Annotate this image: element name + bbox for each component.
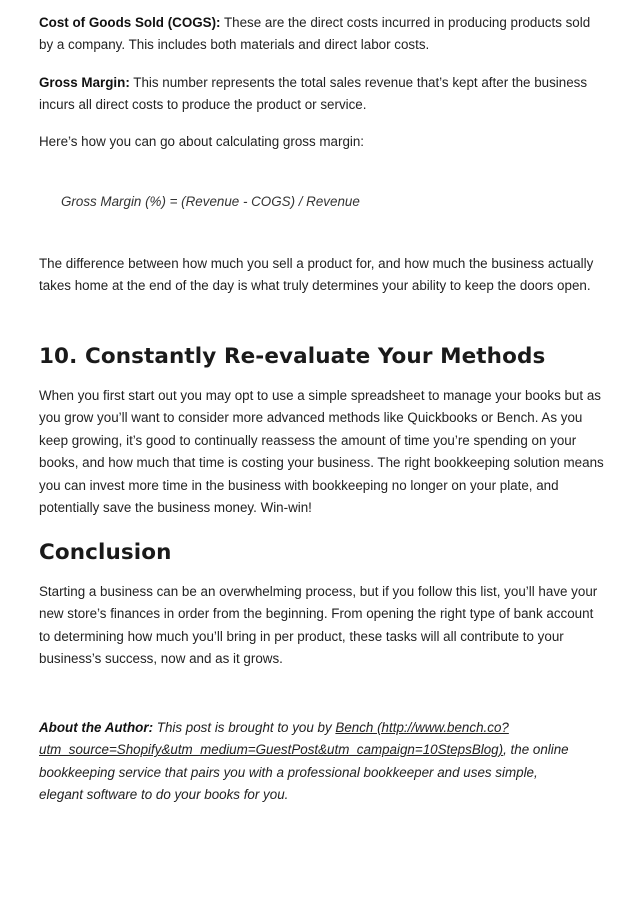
section-10-heading: 10. Constantly Re-evaluate Your Methods [39, 344, 546, 369]
cogs-text: These are the direct costs incurred in producing products sold by a company. This includes both materials and direct labor costs. [39, 15, 591, 53]
cogs-definition [39, 12, 605, 57]
gross-margin-formula: Gross Margin (%) = (Revenue - COGS) / Revenue [61, 194, 360, 209]
about-author-label: About the Author: [39, 720, 154, 735]
conclusion-body: Starting a business can be an overwhelming process, but if you follow this list, you’ll have your new store’s finances in order from the beginning. From opening the right type of bank account to determining how much you’ll bring in per product, these tasks will all contribute to your business’s success, now and as it grows. [39, 584, 598, 667]
bench-link[interactable]: Bench (http://www.bench.co?utm_source=Shopify&utm_medium=GuestPost&utm_campaign=10StepsBlog) [39, 720, 509, 758]
gross-margin-term: Gross Margin: [39, 75, 130, 90]
calc-intro: Here’s how you can go about calculating gross margin: [39, 134, 365, 149]
difference-paragraph: The difference between how much you sell a product for, and how much the business actually takes home at the end of the day is what truly determines your ability to keep the doors open. [39, 256, 594, 294]
about-author [39, 717, 584, 807]
section-10-body: When you first start out you may opt to use a simple spreadsheet to manage your books but as you grow you’ll want to consider more advanced methods like Quickbooks or Bench. As you keep growing, it’s good to continually reassess the amount of time you’re spending on your books, and how much that time is costing your business. The right bookkeeping solution means you can invest more time in the business with bookkeeping no longer on your plate, and potentially save the business money. Win-win! [39, 388, 604, 516]
about-author-pre: This post is brought to you by [153, 720, 336, 735]
conclusion-heading: Conclusion [39, 540, 172, 565]
about-author-post: , the online bookkeeping service that pairs you with a professional bookkeeper and uses simple, elegant software to do your books for you. [39, 742, 569, 803]
gross-margin-definition [39, 72, 605, 117]
gross-margin-text: This number represents the total sales revenue that’s kept after the business incurs all direct costs to produce the product or service. [39, 75, 588, 113]
cogs-term: Cost of Goods Sold (COGS): [39, 15, 221, 30]
